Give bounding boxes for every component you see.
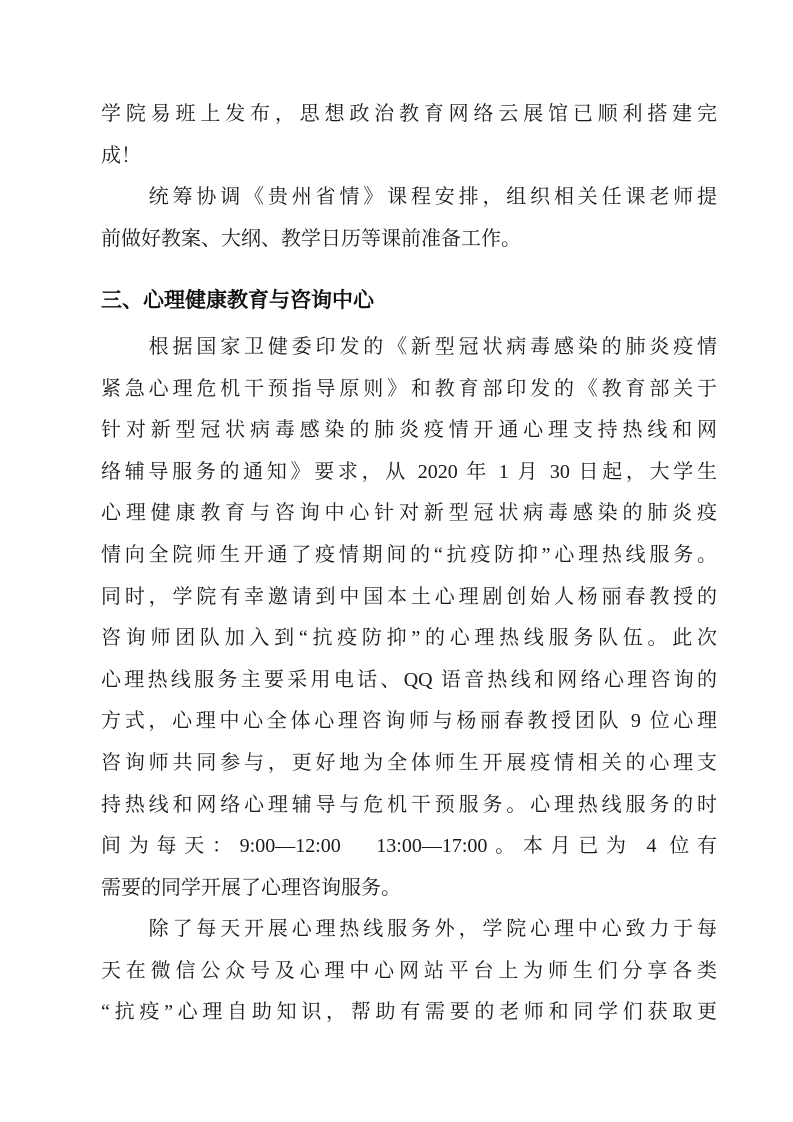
text-line: 根据国家卫健委印发的《新型冠状病毒感染的肺炎疫情	[101, 335, 717, 358]
text-line: 需要的同学开展了心理咨询服务。	[101, 876, 401, 899]
text-line: 情向全院师生开通了疫情期间的“抗疫防抑”心理热线服务。	[101, 543, 717, 566]
text-line: 持热线和网络心理辅导与危机干预服务。心理热线服务的时	[101, 793, 717, 816]
text-line: 心理健康教育与咨询中心针对新型冠状病毒感染的肺炎疫	[101, 502, 717, 525]
text-line: 心理热线服务主要采用电话、QQ 语音热线和网络心理咨询的	[101, 668, 717, 691]
text-line: 同时，学院有幸邀请到中国本土心理剧创始人杨丽春教授的	[101, 585, 717, 608]
text-line: 学院易班上发布，思想政治教育网络云展馆已顺利搭建完	[101, 103, 717, 125]
text-line: 成！	[101, 144, 141, 167]
text-line: 紧急心理危机干预指导原则》和教育部印发的《教育部关于	[101, 377, 717, 400]
text-line: 除了每天开展心理热线服务外，学院心理中心致力于每	[101, 918, 717, 941]
text-line: 前做好教案、大纲、教学日历等课前准备工作。	[101, 227, 521, 250]
text-line: 络辅导服务的通知》要求，从 2020 年 1 月 30 日起，大学生	[101, 460, 717, 483]
text-line: 针对新型冠状病毒感染的肺炎疫情开通心理支持热线和网	[101, 419, 717, 442]
text-line: 间为每天：9:00—12:00 13:00—17:00。本月已为 4 位有	[101, 835, 717, 858]
document-content	[101, 94, 717, 1034]
text-line: 咨询师共同参与，更好地为全体师生开展疫情相关的心理支	[101, 751, 717, 774]
text-line: “抗疫”心理自助知识，帮助有需要的老师和同学们获取更	[101, 1001, 717, 1024]
text-line: 方式，心理中心全体心理咨询师与杨丽春教授团队 9 位心理	[101, 710, 717, 733]
text-line: 天在微信公众号及心理中心网站平台上为师生们分享各类	[101, 959, 717, 982]
section-heading: 三、心理健康教育与咨询中心	[101, 289, 374, 313]
text-line: 咨询师团队加入到“抗疫防抑”的心理热线服务队伍。此次	[101, 627, 717, 650]
text-line: 统筹协调《贵州省情》课程安排，组织相关任课老师提	[101, 186, 717, 209]
